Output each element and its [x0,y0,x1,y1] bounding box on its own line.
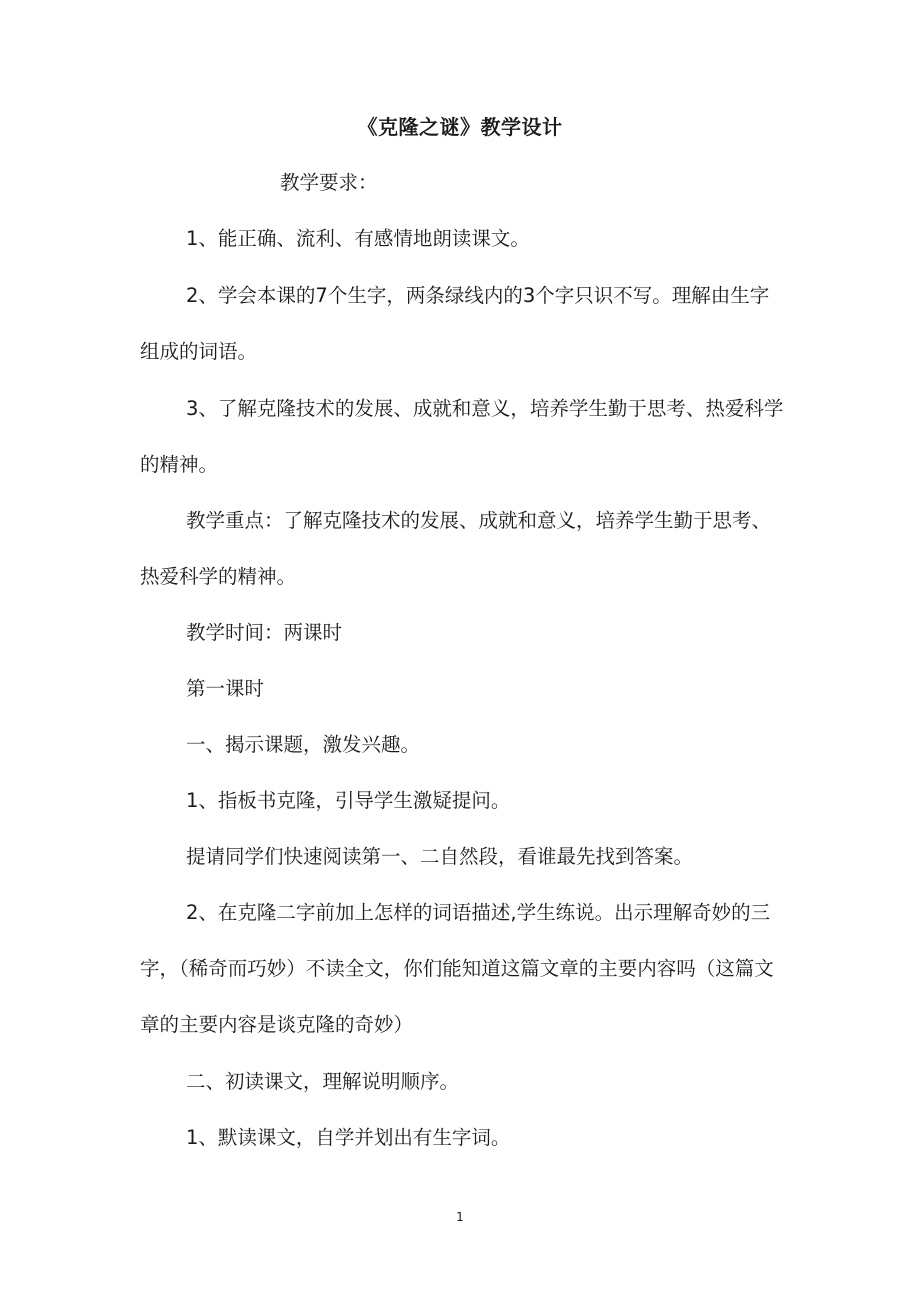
paragraph-teaching-time: 教学时间：两课时 [186,621,343,644]
page-number: 1 [456,1210,464,1224]
paragraph-step-1-1: 1、指板书克隆，引导学生激疑提问。 [186,789,511,812]
paragraph-requirement-1: 1、能正确、流利、有感情地朗读课文。 [186,227,530,250]
paragraph-first-lesson: 第一课时 [186,677,265,700]
document-title: 《克隆之谜》教学设计 [357,115,563,139]
paragraph-section-1: 一、揭示课题，激发兴趣。 [186,733,421,756]
paragraph-teaching-requirements: 教学要求： [280,171,378,194]
paragraph-teaching-focus: 教学重点：了解克隆技术的发展、成就和意义，培养学生勤于思考、热爱科学的精神。 [140,509,772,588]
paragraph-step-1-2: 2、在克隆二字前加上怎样的词语描述,学生练说。出示理解奇妙的三字，（稀奇而巧妙）不读全文，你们能知道这篇文章的主要内容吗（这篇文章的主要内容是谈克隆的奇妙） [140,901,774,1036]
paragraph-requirement-2: 2、学会本课的7个生字，两条绿线内的3个字只识不写。理解由生字组成的词语。 [140,284,770,363]
paragraph-section-2: 二、初读课文，理解说明顺序。 [186,1070,460,1093]
paragraph-requirement-3: 3、了解克隆技术的发展、成就和意义，培养学生勤于思考、热爱科学的精神。 [140,397,784,476]
paragraph-prompt-reading: 提请同学们快速阅读第一、二自然段，看谁最先找到答案。 [186,845,694,868]
paragraph-step-2-1: 1、默读课文，自学并划出有生字词。 [186,1126,511,1149]
